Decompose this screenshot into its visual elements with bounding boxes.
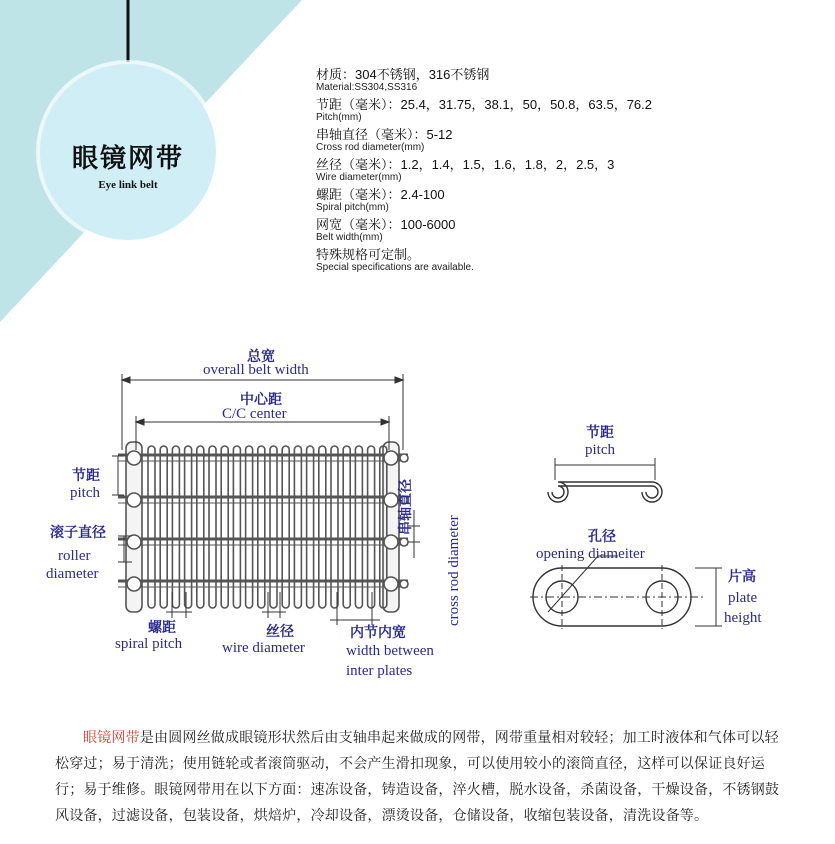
belt-drawing: [0, 330, 835, 660]
roller-label-cn: 滚子直径: [50, 526, 106, 541]
description-text: 是由圆网丝做成眼镜形状然后由支轴串起来做成的网带，网带重量相对较轻；加工时液体和气体可以轻松穿过；易于清洗；使用链轮或者滚筒驱动，不会产生滑扣现象，可以使用较小的滚筒直径，这样可以保证良好运行；易于维修。眼镜网带用在以下方面：速冻设备，铸造设备，淬火槽，脱水设备，杀菌设备，干燥设备，不锈钢鼓风设备，过滤设备，包装设备，烘焙炉，冷却设备，漂烫设备，仓储设备，收缩包装设备，清洗设备等。: [55, 730, 780, 824]
plate-profile: [530, 556, 722, 629]
hole-label-en: opening diameiter: [536, 546, 645, 562]
pitch-label-en: pitch: [70, 485, 100, 501]
right-pitch-label-en: pitch: [585, 442, 615, 458]
spec-material: 材质：304不锈钢，316不锈钢 Material:SS304,SS316: [316, 67, 490, 93]
spiral-label-cn: 螺距: [148, 621, 176, 636]
center-label-en: C/C center: [222, 406, 287, 422]
right-pitch-label-cn: 节距: [586, 426, 614, 441]
belt-wire-grid: [118, 442, 408, 612]
spec-cross-rod: 串轴直径（毫米）：5-12 Cross rod diameter(mm): [316, 127, 453, 153]
description-highlight: 眼镜网带: [83, 730, 140, 746]
roller-label-en-1: roller: [58, 548, 91, 564]
badge-title: [40, 138, 216, 191]
badge-title-cn: 眼镜网带: [71, 144, 184, 174]
overall-width-label-cn: 总宽: [247, 350, 275, 365]
rod-label-en: cross rod diameter: [446, 515, 462, 626]
center-label-cn: 中心距: [240, 393, 282, 408]
roller-label-en-2: diameter: [46, 566, 99, 582]
description-paragraph: [55, 725, 780, 829]
spec-pitch: 节距（毫米）：25.4，31.75，38.1，50，50.8，63.5，76.2 Pitch(mm): [316, 97, 653, 123]
spec-width: 网宽（毫米）：100-6000 Belt width(mm): [316, 217, 456, 243]
spec-list: [316, 67, 652, 274]
wire-label-en: wire diameter: [222, 640, 305, 656]
badge-title-en: Eye link belt: [98, 179, 158, 191]
plate-label-cn: 片高: [728, 570, 756, 585]
overall-width-label-en: overall belt width: [203, 362, 309, 378]
plate-label-en-2: height: [724, 610, 762, 626]
spec-special: 特殊规格可定制。 Special specifications are available.: [316, 247, 474, 273]
wire-label-cn: 丝径: [266, 625, 294, 640]
rod-label-cn: 串轴直径: [399, 479, 414, 535]
spec-spiral: 螺距（毫米）：2.4-100 Spiral pitch(mm): [316, 187, 445, 213]
inter-plates-label-cn: 内节内宽: [350, 626, 406, 641]
inter-plates-label-en-2: inter plates: [346, 663, 413, 679]
hole-label-cn: 孔径: [588, 530, 616, 545]
spiral-label-en: spiral pitch: [115, 636, 183, 652]
plate-label-en-1: plate: [728, 590, 758, 606]
pitch-profile: [548, 458, 662, 502]
inter-plates-label-en-1: width between: [346, 643, 434, 659]
spec-wire: 丝径（毫米）：1.2，1.4，1.5，1.6，1.8，2，2.5，3 Wire diameter(mm): [316, 157, 615, 183]
pitch-label-cn: 节距: [72, 469, 100, 484]
